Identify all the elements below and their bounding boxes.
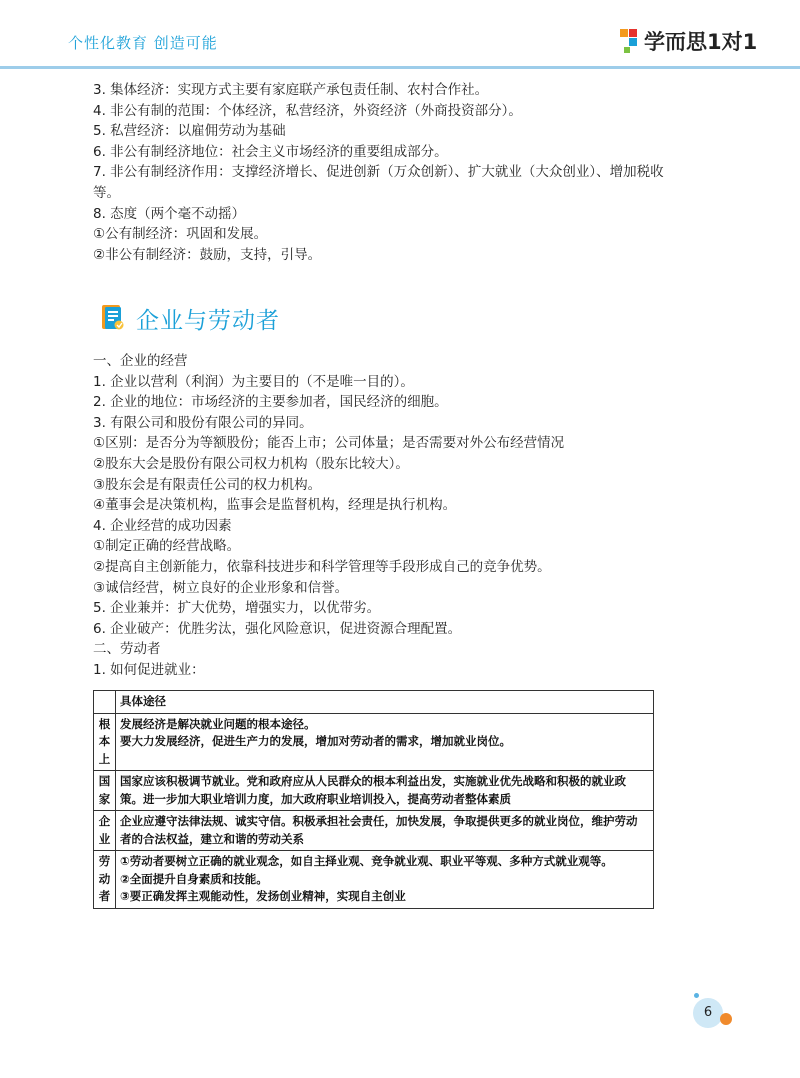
text-line: 二、劳动者 bbox=[93, 641, 161, 658]
text-line: 3. 有限公司和股份有限公司的异同。 bbox=[93, 414, 313, 431]
cell-line: 要大力发展经济，促进生产力的发展，增加对劳动者的需求，增加就业岗位。 bbox=[120, 734, 511, 748]
page-header bbox=[0, 0, 800, 70]
section-title: 企业与劳动者 bbox=[136, 307, 280, 334]
table-row bbox=[94, 771, 654, 811]
row-head-char: 劳 bbox=[98, 854, 111, 868]
brand-mark-icon bbox=[620, 27, 640, 55]
table-row bbox=[94, 851, 654, 909]
body-text-block bbox=[93, 351, 733, 681]
text-line: 一、企业的经营 bbox=[93, 353, 188, 369]
table-row-head bbox=[94, 771, 116, 811]
brand-logo bbox=[620, 26, 757, 56]
text-line: 4. 非公有制的范围：个体经济，私营经济，外资经济（外商投资部分）。 bbox=[93, 102, 522, 119]
top-text-block bbox=[93, 80, 733, 265]
text-line: 7. 非公有制经济作用：支撑经济增长、促进创新（万众创新）、扩大就业（大众创业）、增加税收 bbox=[93, 164, 664, 181]
text-line: 5. 企业兼并：扩大优势，增强实力，以优带劣。 bbox=[93, 600, 381, 617]
text-line: ①区别：是否分为等额股份；能否上市；公司体量；是否需要对外公布经营情况 bbox=[93, 435, 565, 452]
row-head-char: 国 bbox=[98, 774, 111, 788]
table-cell bbox=[116, 713, 654, 771]
text-line: 3. 集体经济：实现方式主要有家庭联产承包责任制、农村合作社。 bbox=[93, 82, 489, 98]
cell-line: 策。进一步加大职业培训力度，加大政府职业培训投入，提高劳动者整体素质 bbox=[120, 791, 511, 806]
text-line: ①公有制经济：巩固和发展。 bbox=[93, 226, 268, 243]
text-line: ②提高自主创新能力，依靠科技进步和科学管理等手段形成自己的竞争优势。 bbox=[93, 558, 551, 575]
table-cell bbox=[116, 851, 654, 909]
table-row-head bbox=[94, 851, 116, 909]
cell-line: ②全面提升自身素质和技能。 bbox=[120, 871, 268, 886]
row-head-char: 企 bbox=[98, 814, 111, 828]
row-head-char: 动 bbox=[98, 871, 111, 886]
table-corner-cell bbox=[94, 691, 116, 714]
text-line: ②非公有制经济：鼓励，支持，引导。 bbox=[93, 246, 322, 263]
table-header-row bbox=[94, 691, 654, 714]
text-line: 1. 如何促进就业： bbox=[93, 661, 205, 678]
text-line: 2. 企业的地位：市场经济的主要参加者，国民经济的细胞。 bbox=[93, 394, 448, 411]
table-row-head bbox=[94, 713, 116, 771]
decor-dot bbox=[720, 1013, 732, 1025]
text-line: 5. 私营经济：以雇佣劳动为基础 bbox=[93, 123, 286, 140]
cell-line: 发展经济是解决就业问题的根本途径。 bbox=[120, 716, 316, 731]
row-head-char: 本 bbox=[98, 734, 111, 748]
brand-name: 学而思1对1 bbox=[644, 30, 758, 54]
row-head-char: 者 bbox=[98, 889, 111, 903]
table-row bbox=[94, 713, 654, 771]
text-line: 8. 态度（两个毫不动摇） bbox=[93, 205, 246, 222]
table-row bbox=[94, 811, 654, 851]
text-line: 6. 企业破产：优胜劣汰，强化风险意识，促进资源合理配置。 bbox=[93, 620, 462, 637]
header-divider bbox=[0, 66, 800, 69]
cell-line: 国家应该积极调节就业。党和政府应从人民群众的根本利益出发，实施就业优先战略和积极的就业政 bbox=[120, 774, 626, 788]
text-line: ④董事会是决策机构，监事会是监督机构，经理是执行机构。 bbox=[93, 497, 457, 514]
text-line: 4. 企业经营的成功因素 bbox=[93, 517, 232, 534]
table-cell bbox=[116, 811, 654, 851]
employment-paths-table bbox=[93, 690, 654, 909]
cell-line: ③要正确发挥主观能动性，发扬创业精神，实现自主创业 bbox=[120, 889, 406, 903]
text-line: 1. 企业以营利（利润）为主要目的（不是唯一目的）。 bbox=[93, 373, 414, 390]
row-head-char: 业 bbox=[98, 831, 111, 846]
header-slogan: 个性化教育 创造可能 bbox=[68, 34, 218, 52]
page-number: 6 bbox=[693, 998, 723, 1028]
table-row-head bbox=[94, 811, 116, 851]
row-head-char: 上 bbox=[98, 751, 111, 766]
text-line: ③股东会是有限责任公司的权力机构。 bbox=[93, 476, 322, 493]
cell-line: 者的合法权益，建立和谐的劳动关系 bbox=[120, 831, 304, 846]
text-line: ②股东大会是股份有限公司权力机构（股东比较大）。 bbox=[93, 455, 409, 472]
cell-line: ①劳动者要树立正确的就业观念，如自主择业观、竞争就业观、职业平等观、多种方式就业观等。 bbox=[120, 854, 613, 868]
section-heading bbox=[100, 300, 280, 336]
cell-line: 企业应遵守法律法规、诚实守信。积极承担社会责任，加快发展，争取提供更多的就业岗位，维护劳动 bbox=[120, 814, 638, 828]
row-head-char: 家 bbox=[98, 791, 111, 806]
notebook-icon bbox=[100, 304, 126, 332]
text-line: 等。 bbox=[93, 184, 120, 201]
text-line: 6. 非公有制经济地位：社会主义市场经济的重要组成部分。 bbox=[93, 143, 448, 160]
text-line: ③诚信经营，树立良好的企业形象和信誉。 bbox=[93, 579, 349, 596]
decor-dot bbox=[694, 993, 699, 998]
row-head-char: 根 bbox=[98, 716, 111, 731]
table-header-cell: 具体途径 bbox=[116, 691, 654, 714]
text-line: ①制定正确的经营战略。 bbox=[93, 538, 241, 555]
table-cell bbox=[116, 771, 654, 811]
